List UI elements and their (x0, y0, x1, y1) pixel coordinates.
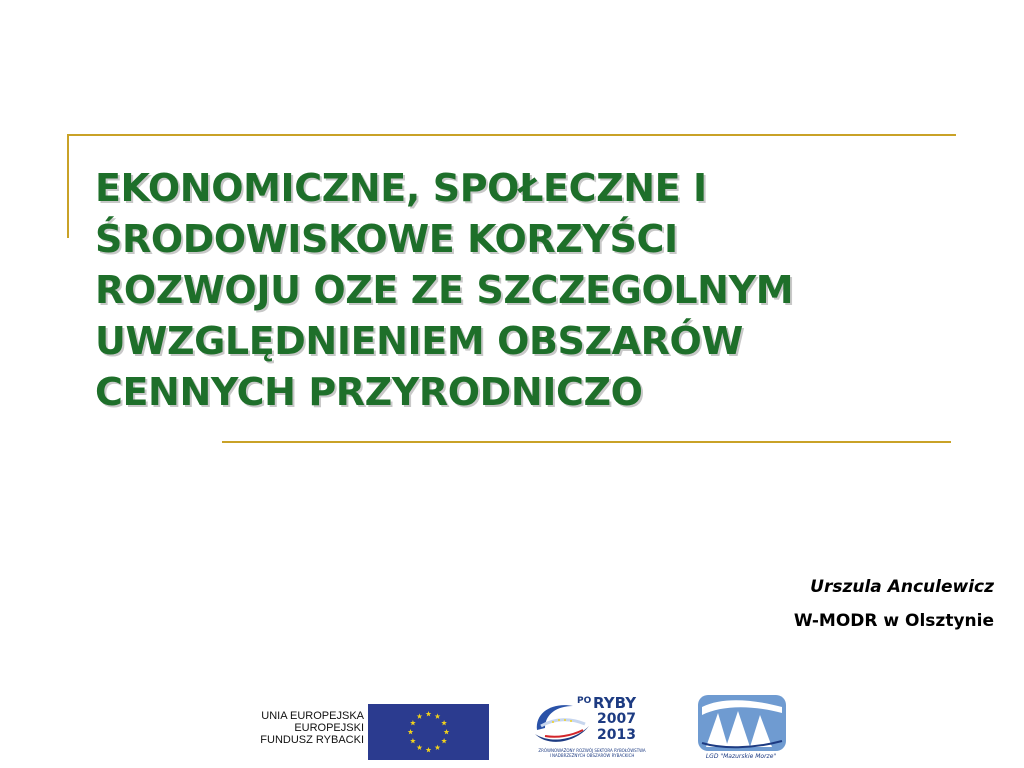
eu-star-icon (410, 720, 416, 725)
po-ryby-year-end: 2013 (597, 727, 636, 743)
decorative-rule-bottom (222, 441, 951, 443)
title-line: EKONOMICZNE, SPOŁECZNE I (95, 166, 707, 210)
eu-star-icon (408, 729, 414, 734)
po-ryby-caption-line: ZRÓWNOWAŻONY ROZWÓJ SEKTORA RYBOŁÓWSTWA (538, 748, 646, 753)
title-line: CENNYCH PRZYRODNICZO (95, 370, 643, 414)
eu-fund-line: FUNDUSZ RYBACKI (260, 734, 364, 746)
po-ryby-name: RYBY (593, 694, 637, 712)
eu-star-icon (426, 711, 432, 716)
eu-star-icon (417, 713, 423, 718)
eu-star-icon (426, 747, 432, 752)
decorative-rule-top (67, 134, 956, 136)
title-line: UWZGLĘDNIENIEM OBSZARÓW (95, 319, 743, 363)
po-ryby-prefix: PO (577, 696, 592, 706)
slide-title (95, 163, 925, 418)
decorative-rule-left (67, 134, 69, 238)
po-ryby-year-start: 2007 (597, 711, 636, 727)
eu-fund-line: UNIA EUROPEJSKA (261, 710, 364, 722)
title-line: ROZWOJU OZE ZE SZCZEGOLNYM (95, 268, 794, 312)
lgd-sails-icon (692, 693, 788, 753)
eu-star-icon (441, 738, 447, 743)
eu-star-icon (435, 713, 441, 718)
po-ryby-caption-line: I NADBRZEŻNYCH OBSZARÓW RYBACKICH (549, 753, 635, 758)
po-ryby-caption (535, 748, 649, 758)
lgd-logo-icon (692, 693, 788, 763)
eu-flag-icon (368, 704, 489, 760)
eu-star-icon (410, 738, 416, 743)
author-name: Urszula Anculewicz (810, 577, 994, 597)
eu-fund-line: EUROPEJSKI (294, 722, 364, 734)
lgd-caption: LGD "Mazurskie Morze" (705, 753, 777, 760)
eu-star-icon (435, 745, 441, 750)
eu-star-icon (444, 729, 450, 734)
title-line: ŚRODOWISKOWE KORZYŚCI (95, 217, 678, 261)
eu-fund-label (232, 710, 364, 746)
eu-star-icon (417, 745, 423, 750)
po-ryby-logo-icon (531, 694, 649, 762)
author-organization: W-MODR w Olsztynie (793, 611, 994, 631)
eu-star-icon (441, 720, 447, 725)
